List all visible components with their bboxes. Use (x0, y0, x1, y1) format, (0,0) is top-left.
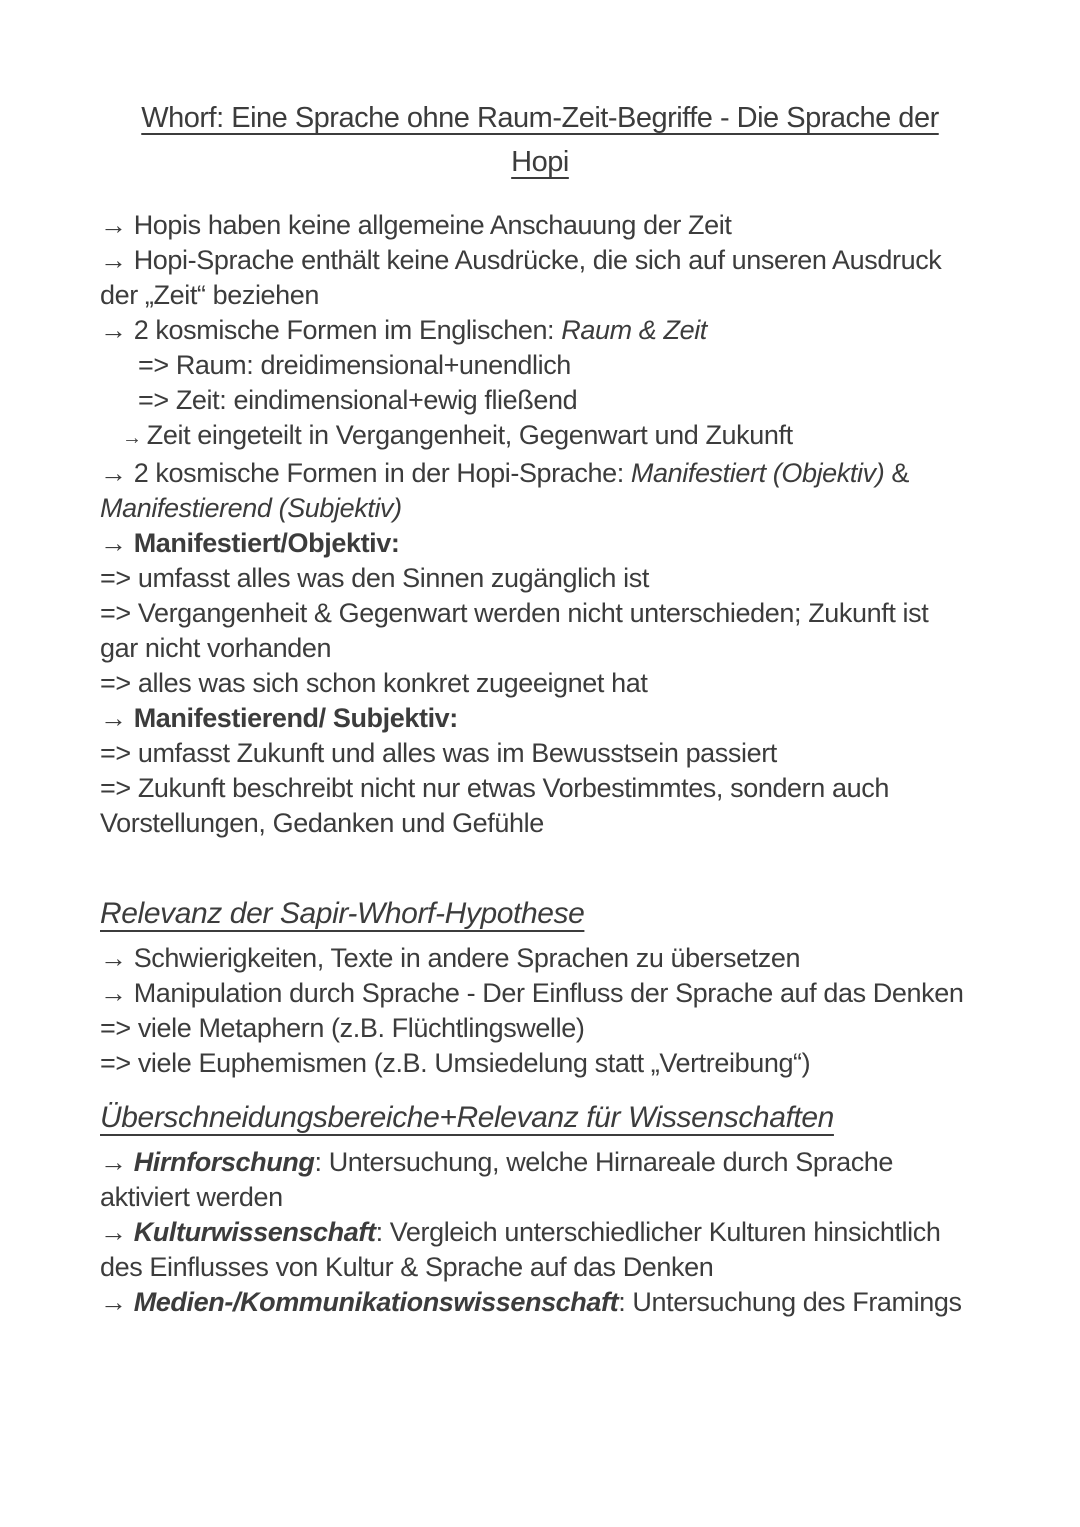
text-segment: Raum & Zeit (561, 315, 707, 345)
section-heading: Relevanz der Sapir-Whorf-Hypothese (100, 897, 585, 930)
text-line (100, 313, 980, 348)
page-title-line-1: Whorf: Eine Sprache ohne Raum-Zeit-Begriffe - Die Sprache der (141, 102, 939, 134)
text-line (100, 491, 980, 526)
text-segment: => Vergangenheit & Gegenwart werden nicht unterschieden; Zukunft ist (100, 598, 929, 628)
text-segment: → 2 kosmische Formen in der Hopi-Sprache: (100, 458, 631, 488)
text-line (100, 1215, 980, 1250)
text-segment: => Raum: dreidimensional+unendlich (138, 350, 571, 380)
text-line (100, 418, 980, 456)
text-segment: : Untersuchung des Framings (618, 1287, 962, 1317)
text-segment: gar nicht vorhanden (100, 633, 332, 663)
text-segment: → Manipulation durch Sprache - Der Einfluss der Sprache auf das Denken (100, 978, 964, 1008)
text-line (100, 631, 980, 666)
section (100, 1097, 980, 1320)
text-segment: → (100, 528, 134, 558)
text-line (100, 666, 980, 701)
text-segment: Kulturwissenschaft (133, 1217, 376, 1247)
text-segment: Manifestiert (Objektiv) (630, 458, 885, 488)
section-heading: Überschneidungsbereiche+Relevanz für Wissenschaften (100, 1101, 834, 1134)
text-line (100, 596, 980, 631)
page-title (100, 96, 980, 184)
text-segment: => Zukunft beschreibt nicht nur etwas Vorbestimmtes, sondern auch (100, 773, 889, 803)
text-segment: → Schwierigkeiten, Texte in andere Sprachen zu übersetzen (100, 943, 801, 973)
section (100, 893, 980, 1081)
text-segment: => viele Metaphern (z.B. Flüchtlingswelle) (100, 1013, 585, 1043)
text-line (100, 208, 980, 243)
text-segment: => Zeit: eindimensional+ewig fließend (138, 385, 578, 415)
text-segment: der „Zeit“ beziehen (100, 280, 320, 310)
text-segment: → Hopis haben keine allgemeine Anschauung der Zeit (100, 210, 732, 240)
arrow-icon: → (122, 427, 147, 449)
text-segment: : Vergleich unterschiedlicher Kulturen hinsichtlich (375, 1217, 941, 1247)
text-segment: → 2 kosmische Formen im Englischen: (100, 315, 562, 345)
text-line (100, 1285, 980, 1320)
text-segment: Vorstellungen, Gedanken und Gefühle (100, 808, 544, 838)
text-segment: Manifestierend/ Subjektiv: (133, 703, 458, 733)
text-segment: → (100, 703, 134, 733)
text-line (100, 1011, 980, 1046)
text-line (100, 456, 980, 491)
text-segment: => umfasst alles was den Sinnen zugänglich ist (100, 563, 649, 593)
text-segment: => alles was sich schon konkret zugeeignet hat (100, 668, 648, 698)
section (100, 208, 980, 841)
text-segment: → Hopi-Sprache enthält keine Ausdrücke, die sich auf unseren Ausdruck (100, 245, 942, 275)
text-line (100, 383, 980, 418)
page-title-line-2: Hopi (511, 146, 569, 178)
text-line (100, 278, 980, 313)
text-line (100, 1145, 980, 1180)
document-body (100, 208, 980, 1320)
text-segment: => viele Euphemismen (z.B. Umsiedelung statt „Vertreibung“) (100, 1048, 811, 1078)
text-segment: → (100, 1147, 134, 1177)
text-line (100, 976, 980, 1011)
text-segment: Medien-/Kommunikationswissenschaft (133, 1287, 619, 1317)
text-line (100, 941, 980, 976)
text-segment: Hirnforschung (133, 1147, 315, 1177)
text-segment: aktiviert werden (100, 1182, 283, 1212)
text-segment: des Einflusses von Kultur & Sprache auf das Denken (100, 1252, 714, 1282)
text-segment: Manifestiert/Objektiv: (133, 528, 400, 558)
text-segment: Manifestierend (Subjektiv) (100, 493, 402, 523)
text-segment: → (100, 1217, 134, 1247)
text-line (100, 771, 980, 806)
text-line (100, 736, 980, 771)
text-line (100, 243, 980, 278)
text-segment: => umfasst Zukunft und alles was im Bewusstsein passiert (100, 738, 777, 768)
text-segment: Zeit eingeteilt in Vergangenheit, Gegenwart und Zukunft (146, 420, 793, 450)
text-segment: : Untersuchung, welche Hirnareale durch Sprache (314, 1147, 894, 1177)
text-line (100, 348, 980, 383)
text-segment: & (884, 458, 910, 488)
text-line (100, 1046, 980, 1081)
text-line (100, 701, 980, 736)
text-line (100, 561, 980, 596)
text-line (100, 1250, 980, 1285)
text-segment: → (100, 1287, 134, 1317)
text-line (100, 1180, 980, 1215)
text-line (100, 526, 980, 561)
text-line (100, 806, 980, 841)
